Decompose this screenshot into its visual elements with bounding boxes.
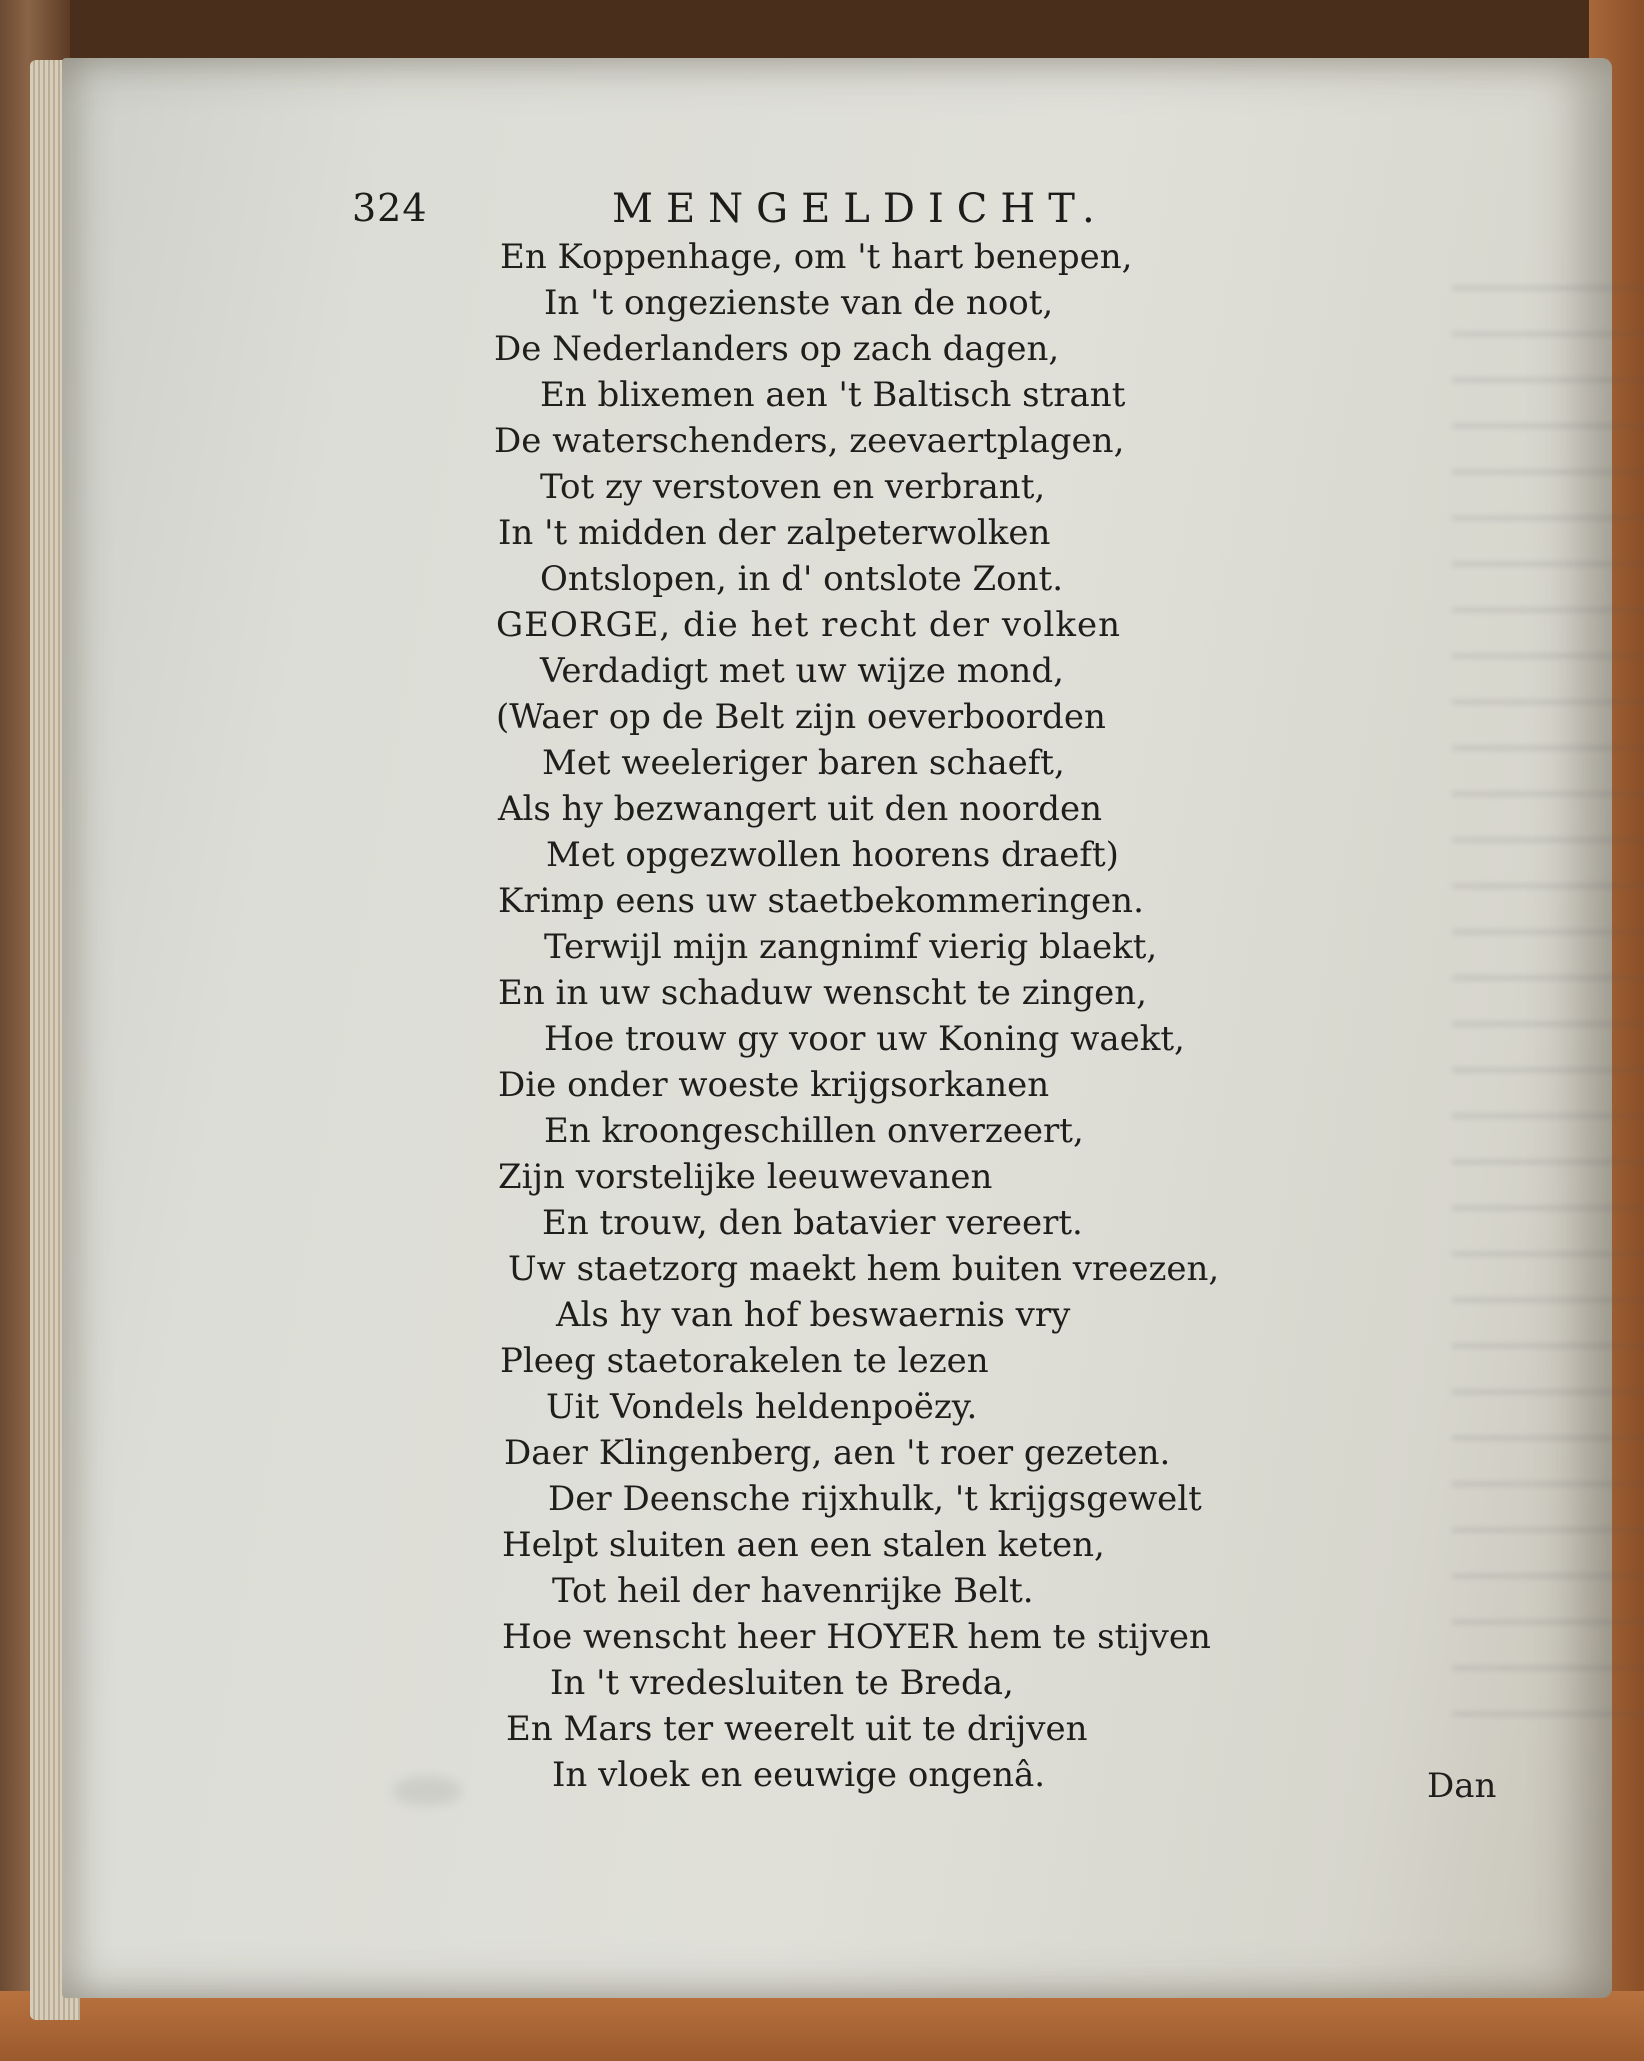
poem-line: Met opgezwollen hoorens draeft) — [546, 835, 1119, 875]
show-through-text — [1452, 258, 1644, 1758]
poem-line: Zijn vorstelijke leeuwevanen — [498, 1157, 993, 1197]
book-cover-bottom — [0, 1991, 1644, 2061]
page-number: 324 — [352, 186, 428, 230]
book-page — [62, 58, 1612, 1998]
poem-line: In 't vredesluiten te Breda, — [550, 1663, 1014, 1703]
poem-line: Der Deensche rijxhulk, 't krijgsgewelt — [548, 1479, 1202, 1519]
poem-line: Die onder woeste krijgsorkanen — [498, 1065, 1050, 1105]
poem-line: Terwijl mijn zangnimf vierig blaekt, — [544, 927, 1158, 967]
poem-line: GEORGE, die het recht der volken — [496, 605, 1122, 645]
poem-line: In 't midden der zalpeterwolken — [498, 513, 1051, 553]
poem-line: En Mars ter weerelt uit te drijven — [506, 1709, 1088, 1749]
poem-line: En in uw schaduw wenscht te zingen, — [498, 973, 1147, 1013]
catchword: Dan — [1427, 1766, 1497, 1806]
poem-line: Daer Klingenberg, aen 't roer gezeten. — [504, 1433, 1171, 1473]
poem-line: Helpt sluiten aen een stalen keten, — [502, 1525, 1105, 1565]
poem-line: En blixemen aen 't Baltisch strant — [540, 375, 1126, 415]
poem-line: De waterschenders, zeevaertplagen, — [494, 421, 1125, 461]
poem-line: Hoe wenscht heer HOYER hem te stijven — [502, 1617, 1211, 1657]
poem-line: En Koppenhage, om 't hart benepen, — [500, 237, 1133, 277]
running-title: MENGELDICHT. — [612, 186, 1108, 232]
poem-line: Krimp eens uw staetbekommeringen. — [498, 881, 1144, 921]
poem-line: Uw staetzorg maekt hem buiten vreezen, — [508, 1249, 1220, 1289]
poem-line: Hoe trouw gy voor uw Koning waekt, — [544, 1019, 1185, 1059]
poem-line: In vloek en eeuwige ongenâ. — [552, 1755, 1046, 1795]
poem-line: Als hy van hof beswaernis vry — [556, 1295, 1071, 1335]
poem-line: Verdadigt met uw wijze mond, — [540, 651, 1064, 691]
poem-line: Pleeg staetorakelen te lezen — [500, 1341, 989, 1381]
poem-line: En kroongeschillen onverzeert, — [544, 1111, 1084, 1151]
ink-smudge — [392, 1776, 462, 1806]
poem-line: Tot heil der havenrijke Belt. — [552, 1571, 1034, 1611]
poem-line: Met weeleriger baren schaeft, — [542, 743, 1065, 783]
poem-line: De Nederlanders op zach dagen, — [494, 329, 1060, 369]
poem-line: Ontslopen, in d' ontslote Zont. — [540, 559, 1063, 599]
poem-line: Als hy bezwangert uit den noorden — [498, 789, 1102, 829]
poem-line: (Waer op de Belt zijn oeverboorden — [496, 697, 1106, 737]
poem-line: Tot zy verstoven en verbrant, — [540, 467, 1046, 507]
poem-line: In 't ongezienste van de noot, — [544, 283, 1054, 323]
poem-line: En trouw, den batavier vereert. — [542, 1203, 1083, 1243]
poem-line: Uit Vondels heldenpoëzy. — [546, 1387, 978, 1427]
